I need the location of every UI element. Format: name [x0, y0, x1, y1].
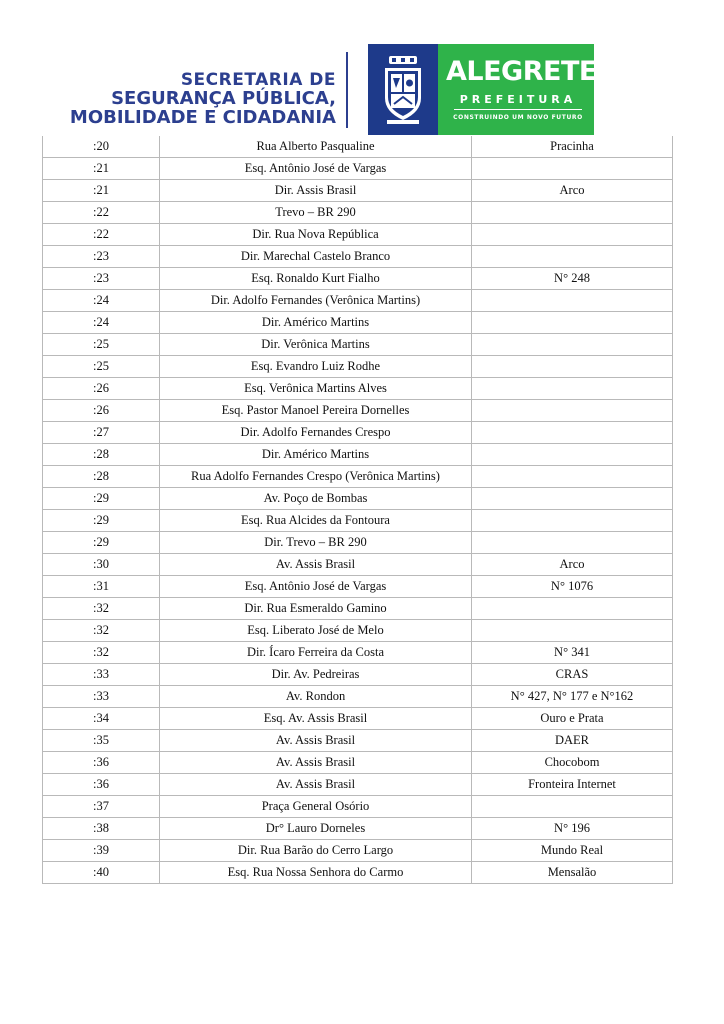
table-row — [43, 664, 673, 686]
time-cell: :23 — [43, 246, 160, 268]
reference-cell — [472, 378, 673, 400]
reference-cell: Fronteira Internet — [472, 774, 673, 796]
route-table-body — [43, 136, 673, 884]
table-row — [43, 862, 673, 884]
reference-cell — [472, 510, 673, 532]
time-cell: :30 — [43, 554, 160, 576]
table-row — [43, 730, 673, 752]
table-row — [43, 224, 673, 246]
table-row — [43, 290, 673, 312]
table-row — [43, 642, 673, 664]
street-cell: Esq. Liberato José de Melo — [160, 620, 472, 642]
table-row — [43, 136, 673, 158]
time-cell: :20 — [43, 136, 160, 158]
table-row — [43, 796, 673, 818]
time-cell: :35 — [43, 730, 160, 752]
reference-cell: Chocobom — [472, 752, 673, 774]
reference-cell: N° 341 — [472, 642, 673, 664]
table-row — [43, 158, 673, 180]
table-row — [43, 334, 673, 356]
street-cell: Av. Rondon — [160, 686, 472, 708]
coat-of-arms-icon — [381, 54, 425, 126]
street-cell: Av. Poço de Bombas — [160, 488, 472, 510]
time-cell: :25 — [43, 334, 160, 356]
time-cell: :21 — [43, 180, 160, 202]
table-row — [43, 752, 673, 774]
street-cell: Dir. Américo Martins — [160, 444, 472, 466]
time-cell: :29 — [43, 488, 160, 510]
reference-cell: DAER — [472, 730, 673, 752]
table-row — [43, 840, 673, 862]
table-row — [43, 510, 673, 532]
street-cell: Esq. Ronaldo Kurt Fialho — [160, 268, 472, 290]
time-cell: :23 — [43, 268, 160, 290]
time-cell: :29 — [43, 532, 160, 554]
time-cell: :24 — [43, 290, 160, 312]
street-cell: Dir. Rua Nova República — [160, 224, 472, 246]
time-cell: :39 — [43, 840, 160, 862]
reference-cell — [472, 620, 673, 642]
time-cell: :28 — [43, 444, 160, 466]
street-cell: Dir. Trevo – BR 290 — [160, 532, 472, 554]
reference-cell: Pracinha — [472, 136, 673, 158]
time-cell: :36 — [43, 752, 160, 774]
street-cell: Av. Assis Brasil — [160, 774, 472, 796]
reference-cell — [472, 444, 673, 466]
tagline: CONSTRUINDO UM NOVO FUTURO — [453, 114, 583, 121]
reference-cell — [472, 532, 673, 554]
street-cell: Av. Assis Brasil — [160, 554, 472, 576]
table-row — [43, 818, 673, 840]
table-row — [43, 554, 673, 576]
street-cell: Dir. Rua Barão do Cerro Largo — [160, 840, 472, 862]
header-divider — [346, 52, 348, 128]
street-cell: Dir. Adolfo Fernandes (Verônica Martins) — [160, 290, 472, 312]
street-cell: Dir. Américo Martins — [160, 312, 472, 334]
reference-cell: N° 427, N° 177 e N°162 — [472, 686, 673, 708]
time-cell: :33 — [43, 686, 160, 708]
page-header — [0, 0, 724, 136]
reference-cell: CRAS — [472, 664, 673, 686]
street-cell: Esq. Verônica Martins Alves — [160, 378, 472, 400]
reference-cell — [472, 312, 673, 334]
time-cell: :26 — [43, 378, 160, 400]
street-cell: Esq. Antônio José de Vargas — [160, 158, 472, 180]
time-cell: :25 — [43, 356, 160, 378]
reference-cell: N° 1076 — [472, 576, 673, 598]
table-row — [43, 268, 673, 290]
reference-cell: Mensalão — [472, 862, 673, 884]
street-cell: Esq. Antônio José de Vargas — [160, 576, 472, 598]
street-cell: Dir. Verônica Martins — [160, 334, 472, 356]
secretaria-line-1: SECRETARIA DE — [180, 70, 336, 90]
time-cell: :28 — [43, 466, 160, 488]
street-cell: Dir. Ícaro Ferreira da Costa — [160, 642, 472, 664]
reference-cell — [472, 356, 673, 378]
street-cell: Esq. Rua Nossa Senhora do Carmo — [160, 862, 472, 884]
reference-cell — [472, 334, 673, 356]
time-cell: :34 — [43, 708, 160, 730]
reference-cell: N° 196 — [472, 818, 673, 840]
street-cell: Trevo – BR 290 — [160, 202, 472, 224]
reference-cell: N° 248 — [472, 268, 673, 290]
reference-cell — [472, 598, 673, 620]
reference-cell: Arco — [472, 554, 673, 576]
reference-cell: Ouro e Prata — [472, 708, 673, 730]
table-row — [43, 576, 673, 598]
table-row — [43, 488, 673, 510]
time-cell: :22 — [43, 224, 160, 246]
table-row — [43, 466, 673, 488]
table-row — [43, 246, 673, 268]
secretaria-line-2: SEGURANÇA PÚBLICA, — [111, 88, 336, 109]
reference-cell — [472, 290, 673, 312]
street-cell: Praça General Osório — [160, 796, 472, 818]
time-cell: :32 — [43, 598, 160, 620]
time-cell: :36 — [43, 774, 160, 796]
table-row — [43, 598, 673, 620]
secretaria-line-3: MOBILIDADE E CIDADANIA — [69, 107, 336, 128]
reference-cell — [472, 246, 673, 268]
table-row — [43, 202, 673, 224]
reference-cell — [472, 488, 673, 510]
street-cell: Esq. Evandro Luiz Rodhe — [160, 356, 472, 378]
secretaria-title — [70, 72, 336, 127]
street-cell: Dr° Lauro Dorneles — [160, 818, 472, 840]
table-row — [43, 444, 673, 466]
table-row — [43, 532, 673, 554]
time-cell: :24 — [43, 312, 160, 334]
time-cell: :32 — [43, 642, 160, 664]
street-cell: Rua Alberto Pasqualine — [160, 136, 472, 158]
street-cell: Dir. Av. Pedreiras — [160, 664, 472, 686]
table-row — [43, 312, 673, 334]
prefeitura-logo — [368, 44, 597, 135]
table-row — [43, 774, 673, 796]
city-name: ALEGRETE — [446, 56, 597, 87]
reference-cell — [472, 796, 673, 818]
time-cell: :22 — [43, 202, 160, 224]
time-cell: :26 — [43, 400, 160, 422]
reference-cell — [472, 202, 673, 224]
table-row — [43, 356, 673, 378]
time-cell: :33 — [43, 664, 160, 686]
street-cell: Esq. Rua Alcides da Fontoura — [160, 510, 472, 532]
street-cell: Av. Assis Brasil — [160, 752, 472, 774]
street-cell: Rua Adolfo Fernandes Crespo (Verônica Martins) — [160, 466, 472, 488]
crest-panel — [368, 44, 438, 135]
table-row — [43, 378, 673, 400]
reference-cell — [472, 466, 673, 488]
reference-cell: Arco — [472, 180, 673, 202]
prefeitura-label: PREFEITURA — [459, 93, 577, 106]
street-cell: Av. Assis Brasil — [160, 730, 472, 752]
street-cell: Dir. Adolfo Fernandes Crespo — [160, 422, 472, 444]
time-cell: :21 — [43, 158, 160, 180]
table-row — [43, 400, 673, 422]
time-cell: :40 — [43, 862, 160, 884]
time-cell: :37 — [43, 796, 160, 818]
time-cell: :38 — [43, 818, 160, 840]
street-cell: Dir. Rua Esmeraldo Gamino — [160, 598, 472, 620]
table-row — [43, 686, 673, 708]
reference-cell — [472, 158, 673, 180]
street-cell: Esq. Av. Assis Brasil — [160, 708, 472, 730]
table-row — [43, 708, 673, 730]
time-cell: :32 — [43, 620, 160, 642]
street-cell: Dir. Assis Brasil — [160, 180, 472, 202]
table-row — [43, 620, 673, 642]
street-cell: Esq. Pastor Manoel Pereira Dornelles — [160, 400, 472, 422]
route-schedule-table — [42, 136, 673, 884]
time-cell: :29 — [43, 510, 160, 532]
reference-cell: Mundo Real — [472, 840, 673, 862]
reference-cell — [472, 400, 673, 422]
tagline-divider — [454, 109, 582, 110]
table-row — [43, 180, 673, 202]
street-cell: Dir. Marechal Castelo Branco — [160, 246, 472, 268]
table-row — [43, 422, 673, 444]
time-cell: :31 — [43, 576, 160, 598]
reference-cell — [472, 224, 673, 246]
time-cell: :27 — [43, 422, 160, 444]
reference-cell — [472, 422, 673, 444]
